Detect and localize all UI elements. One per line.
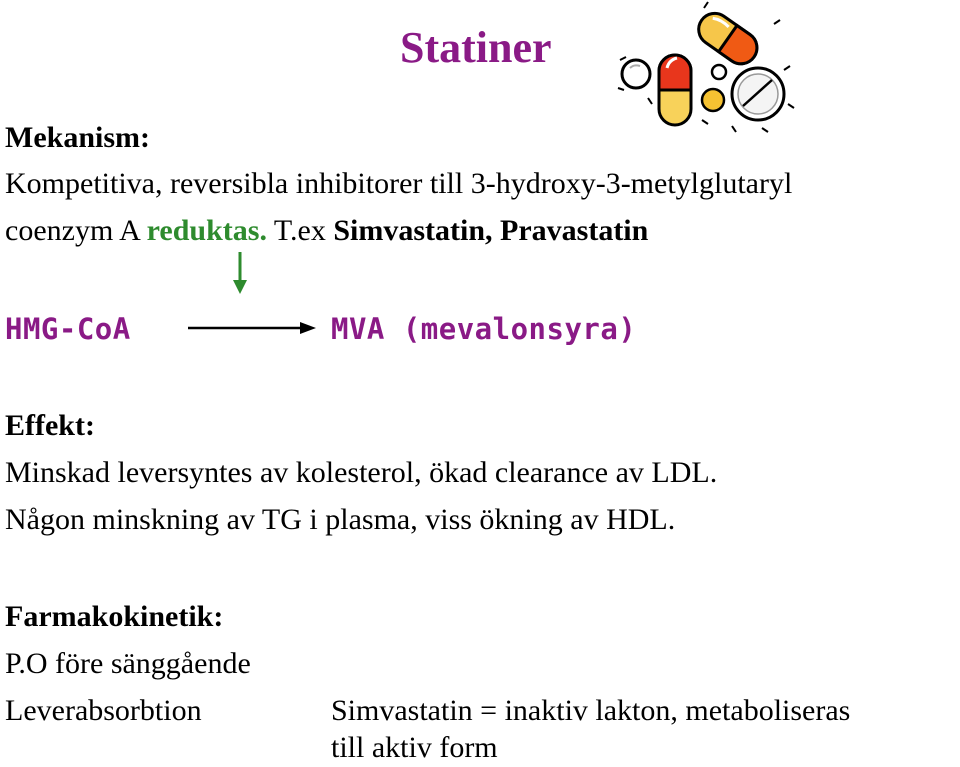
- mekanism-line-2: [5, 214, 648, 248]
- enzyme-name: reduktas.: [146, 214, 267, 247]
- drug-examples: Simvastatin, Pravastatin: [333, 214, 649, 247]
- mekanism-line-2-prefix: coenzym A: [5, 214, 147, 247]
- farmakokinetik-row-text-1: Simvastatin = inaktiv lakton, metaboliseras: [331, 694, 851, 727]
- farmakokinetik-line-1: P.O före sänggående: [5, 647, 251, 680]
- effekt-line-1: Minskad leversyntes av kolesterol, ökad clearance av LDL.: [5, 456, 718, 489]
- farmakokinetik-row-text-2: till aktiv form: [331, 731, 498, 764]
- pathway-product: MVA (mevalonsyra): [331, 312, 637, 346]
- mekanism-heading: Mekanism:: [5, 121, 150, 154]
- farmakokinetik-row-label: Leverabsorbtion: [5, 694, 202, 727]
- mekanism-line-2-middle: T.ex: [266, 214, 334, 247]
- inhibition-arrow-icon: [230, 250, 250, 296]
- mekanism-line-1: Kompetitiva, reversibla inhibitorer till 3-hydroxy-3-metylglutaryl: [5, 167, 793, 200]
- farmakokinetik-heading: Farmakokinetik:: [5, 600, 224, 633]
- pills-clipart-icon: [612, 0, 798, 140]
- effekt-line-2: Någon minskning av TG i plasma, viss ökning av HDL.: [5, 503, 676, 536]
- page-title: Statiner: [400, 23, 552, 72]
- effekt-heading: Effekt:: [5, 409, 95, 442]
- pathway-substrate: HMG-CoA: [5, 312, 131, 346]
- reaction-arrow-icon: [188, 318, 318, 338]
